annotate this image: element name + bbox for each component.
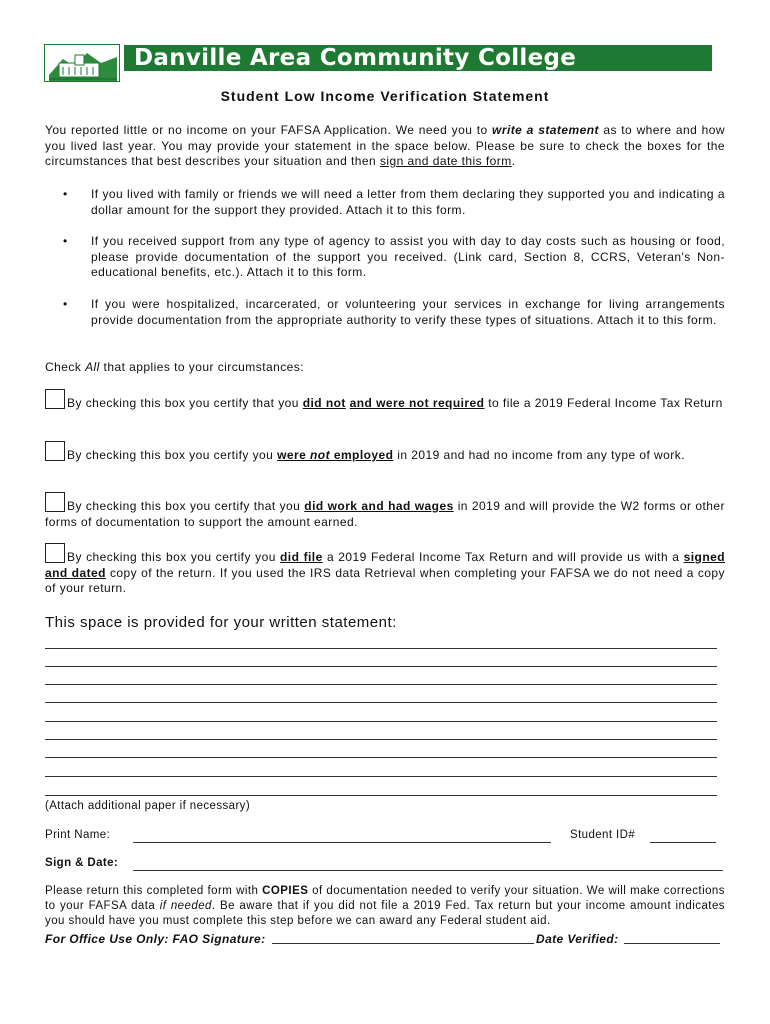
college-logo xyxy=(44,44,120,82)
office-use-row xyxy=(45,932,265,946)
sign-date-field[interactable] xyxy=(133,870,723,871)
student-id-field[interactable] xyxy=(650,842,716,843)
statement-line[interactable] xyxy=(45,684,717,685)
closing-b: of documentation needed to verify your situation. We will make corrections to your FAFSA data xyxy=(45,885,725,912)
closing-paragraph xyxy=(45,884,725,929)
college-header xyxy=(44,44,712,82)
check1-em1: did not xyxy=(302,396,346,410)
statement-line[interactable] xyxy=(45,757,717,758)
check-prompt-a: Check xyxy=(45,360,86,374)
check4-em2: signed and dated xyxy=(45,550,725,580)
statement-line[interactable] xyxy=(45,795,717,796)
student-id-label: Student ID# xyxy=(570,829,636,841)
check4-em1: did file xyxy=(280,550,323,564)
check-text-2 xyxy=(45,448,725,464)
fao-signature-field[interactable] xyxy=(272,943,534,944)
check2-em2: not xyxy=(310,448,331,462)
check-text-3 xyxy=(45,499,725,530)
date-verified-label: Date Verified: xyxy=(536,932,619,946)
check3-post: in 2019 and will provide the W2 forms or other forms of documentation to support the amount earned. xyxy=(45,499,725,529)
date-verified-row xyxy=(536,932,619,946)
bullet-mark: • xyxy=(63,234,68,248)
print-name-label: Print Name: xyxy=(45,829,111,841)
date-verified-field[interactable] xyxy=(624,943,720,944)
statement-line[interactable] xyxy=(45,776,717,777)
check-prompt-b: that applies to your circumstances: xyxy=(99,360,305,374)
campus-building-icon xyxy=(45,45,120,82)
statement-line[interactable] xyxy=(45,648,717,649)
statement-line[interactable] xyxy=(45,702,717,703)
bullet-text: If you lived with family or friends we will need a letter from them declaring they supported you and indicating a dollar amount for the support they provided. Attach it to this form. xyxy=(91,187,725,217)
intro-sign-date: sign and date this form xyxy=(379,154,512,168)
print-name-field[interactable] xyxy=(133,842,551,843)
check-prompt-all: All xyxy=(85,360,100,374)
check4-post2: copy of the return. If you used the IRS data Retrieval when completing your FAFSA we do not need a copy of your return. xyxy=(45,565,725,595)
check3-pre: By checking this box you certify that you xyxy=(67,499,305,513)
closing-if-needed: if needed xyxy=(159,900,212,912)
intro-text-2: as to where and how you lived last year. You may provide your statement in the space below. Please be sure to check the boxes for the circumstances that best describes your situation and then xyxy=(45,123,725,168)
closing-c: . Be aware that if you did not file a 2019 Fed. Tax return but your income amount indicates you should have you must complete this step before we can award any Federal student aid. xyxy=(45,900,725,927)
form-title: Student Low Income Verification Statement xyxy=(220,88,550,104)
check-prompt xyxy=(45,360,725,376)
closing-copies: COPIES xyxy=(262,885,309,897)
check1-post: to file a 2019 Federal Income Tax Return xyxy=(484,396,723,410)
check4-post: a 2019 Federal Income Tax Return and will provide us with a xyxy=(322,550,684,564)
intro-text-1: You reported little or no income on your FAFSA Application. We need you to xyxy=(45,123,493,137)
check3-em1: did work and had wages xyxy=(304,499,454,513)
attach-note: (Attach additional paper if necessary) xyxy=(45,800,251,812)
check2-pre: By checking this box you certify you xyxy=(67,448,278,462)
check-text-4 xyxy=(45,550,725,597)
check2-em1: were xyxy=(277,448,311,462)
check-text-1 xyxy=(45,396,725,412)
bullet-text: If you received support from any type of agency to assist you with day to day costs such as housing or food, please provide documentation of the support you received. (Link card, Section 8, CCRS, Veteran's Non-educational benefits, etc.). Attach it to this form. xyxy=(91,234,725,279)
statement-line[interactable] xyxy=(45,721,717,722)
check2-em3: employed xyxy=(330,448,394,462)
sign-date-label: Sign & Date: xyxy=(45,857,119,869)
check1-em2: and were not required xyxy=(349,396,485,410)
closing-a: Please return this completed form with xyxy=(45,885,263,897)
intro-text-3: . xyxy=(511,154,516,168)
intro-paragraph xyxy=(45,123,725,170)
check4-pre: By checking this box you certify you xyxy=(67,550,281,564)
statement-line[interactable] xyxy=(45,666,717,667)
bullet-text: If you were hospitalized, incarcerated, or volunteering your services in exchange for living arrangements provide documentation from the appropriate authority to verify these types of situations. Attach it to this form. xyxy=(91,297,725,327)
check2-post: in 2019 and had no income from any type of work. xyxy=(393,448,685,462)
bullet-mark: • xyxy=(63,297,68,311)
check1-pre: By checking this box you certify that you xyxy=(67,396,303,410)
fao-signature-label: For Office Use Only: FAO Signature: xyxy=(45,932,266,946)
college-name-bar: Danville Area Community College xyxy=(124,45,712,71)
statement-line[interactable] xyxy=(45,739,717,740)
bullet-mark: • xyxy=(63,187,68,201)
intro-emphasis: write a statement xyxy=(492,123,599,137)
statement-heading: This space is provided for your written statement: xyxy=(45,614,397,631)
